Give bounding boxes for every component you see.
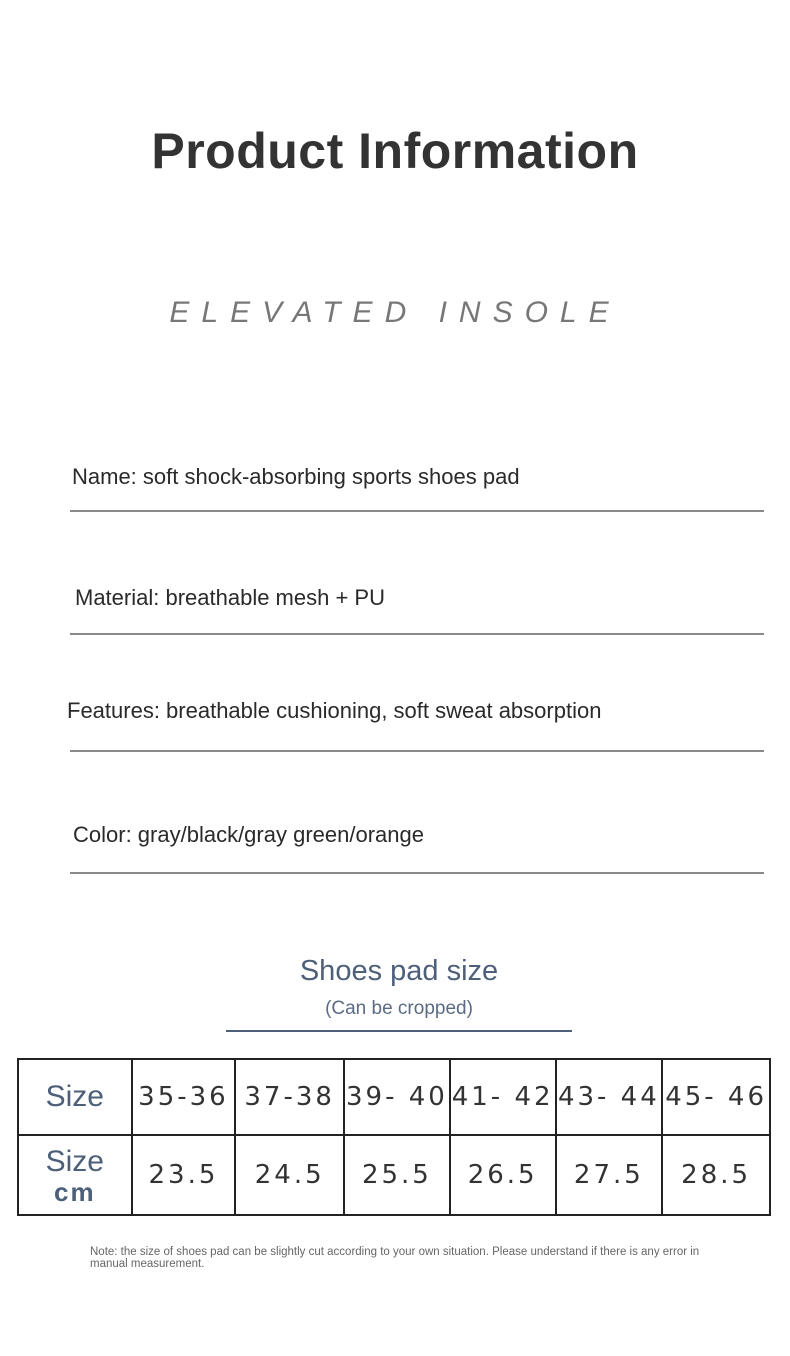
size-heading-note: (Can be cropped) (325, 998, 473, 1019)
cm-row-unit: cm (54, 1177, 96, 1207)
info-features: Features: breathable cushioning, soft sweat absorption (67, 698, 602, 723)
size-row (18, 1059, 770, 1135)
cm-cell: 28.5 (662, 1135, 770, 1215)
size-cell: 35-36 (132, 1059, 236, 1135)
cm-cell: 26.5 (450, 1135, 556, 1215)
size-cell: 37-38 (235, 1059, 344, 1135)
size-heading-divider (226, 1030, 572, 1032)
size-table (17, 1058, 771, 1216)
size-row-label: Size (18, 1059, 132, 1135)
info-name: Name: soft shock-absorbing sports shoes pad (72, 464, 520, 489)
info-row-color (70, 812, 764, 874)
size-heading-title: Shoes pad size (299, 955, 499, 987)
size-heading (226, 950, 572, 1026)
size-cell: 45- 46 (662, 1059, 770, 1135)
size-cell: 39- 40 (344, 1059, 450, 1135)
info-color: Color: gray/black/gray green/orange (73, 822, 424, 847)
cm-cell: 23.5 (132, 1135, 236, 1215)
cm-cell: 25.5 (344, 1135, 450, 1215)
cm-cell: 27.5 (556, 1135, 663, 1215)
cm-cell: 24.5 (235, 1135, 344, 1215)
cm-row-label (18, 1135, 132, 1215)
info-row-material (70, 572, 764, 635)
size-note: Note: the size of shoes pad can be slightly cut according to your own situation. Please understand if there is any error in manual measurement. (90, 1246, 700, 1270)
page-title: Product Information (151, 123, 639, 179)
info-row-name (70, 450, 764, 512)
cm-row-label-text: Size (45, 1145, 104, 1178)
page-subtitle: ELEVATED INSOLE (169, 296, 621, 329)
size-cell: 41- 42 (450, 1059, 556, 1135)
cm-row (18, 1135, 770, 1215)
info-material: Material: breathable mesh + PU (75, 585, 385, 610)
size-cell: 43- 44 (556, 1059, 663, 1135)
info-row-features (67, 690, 764, 752)
